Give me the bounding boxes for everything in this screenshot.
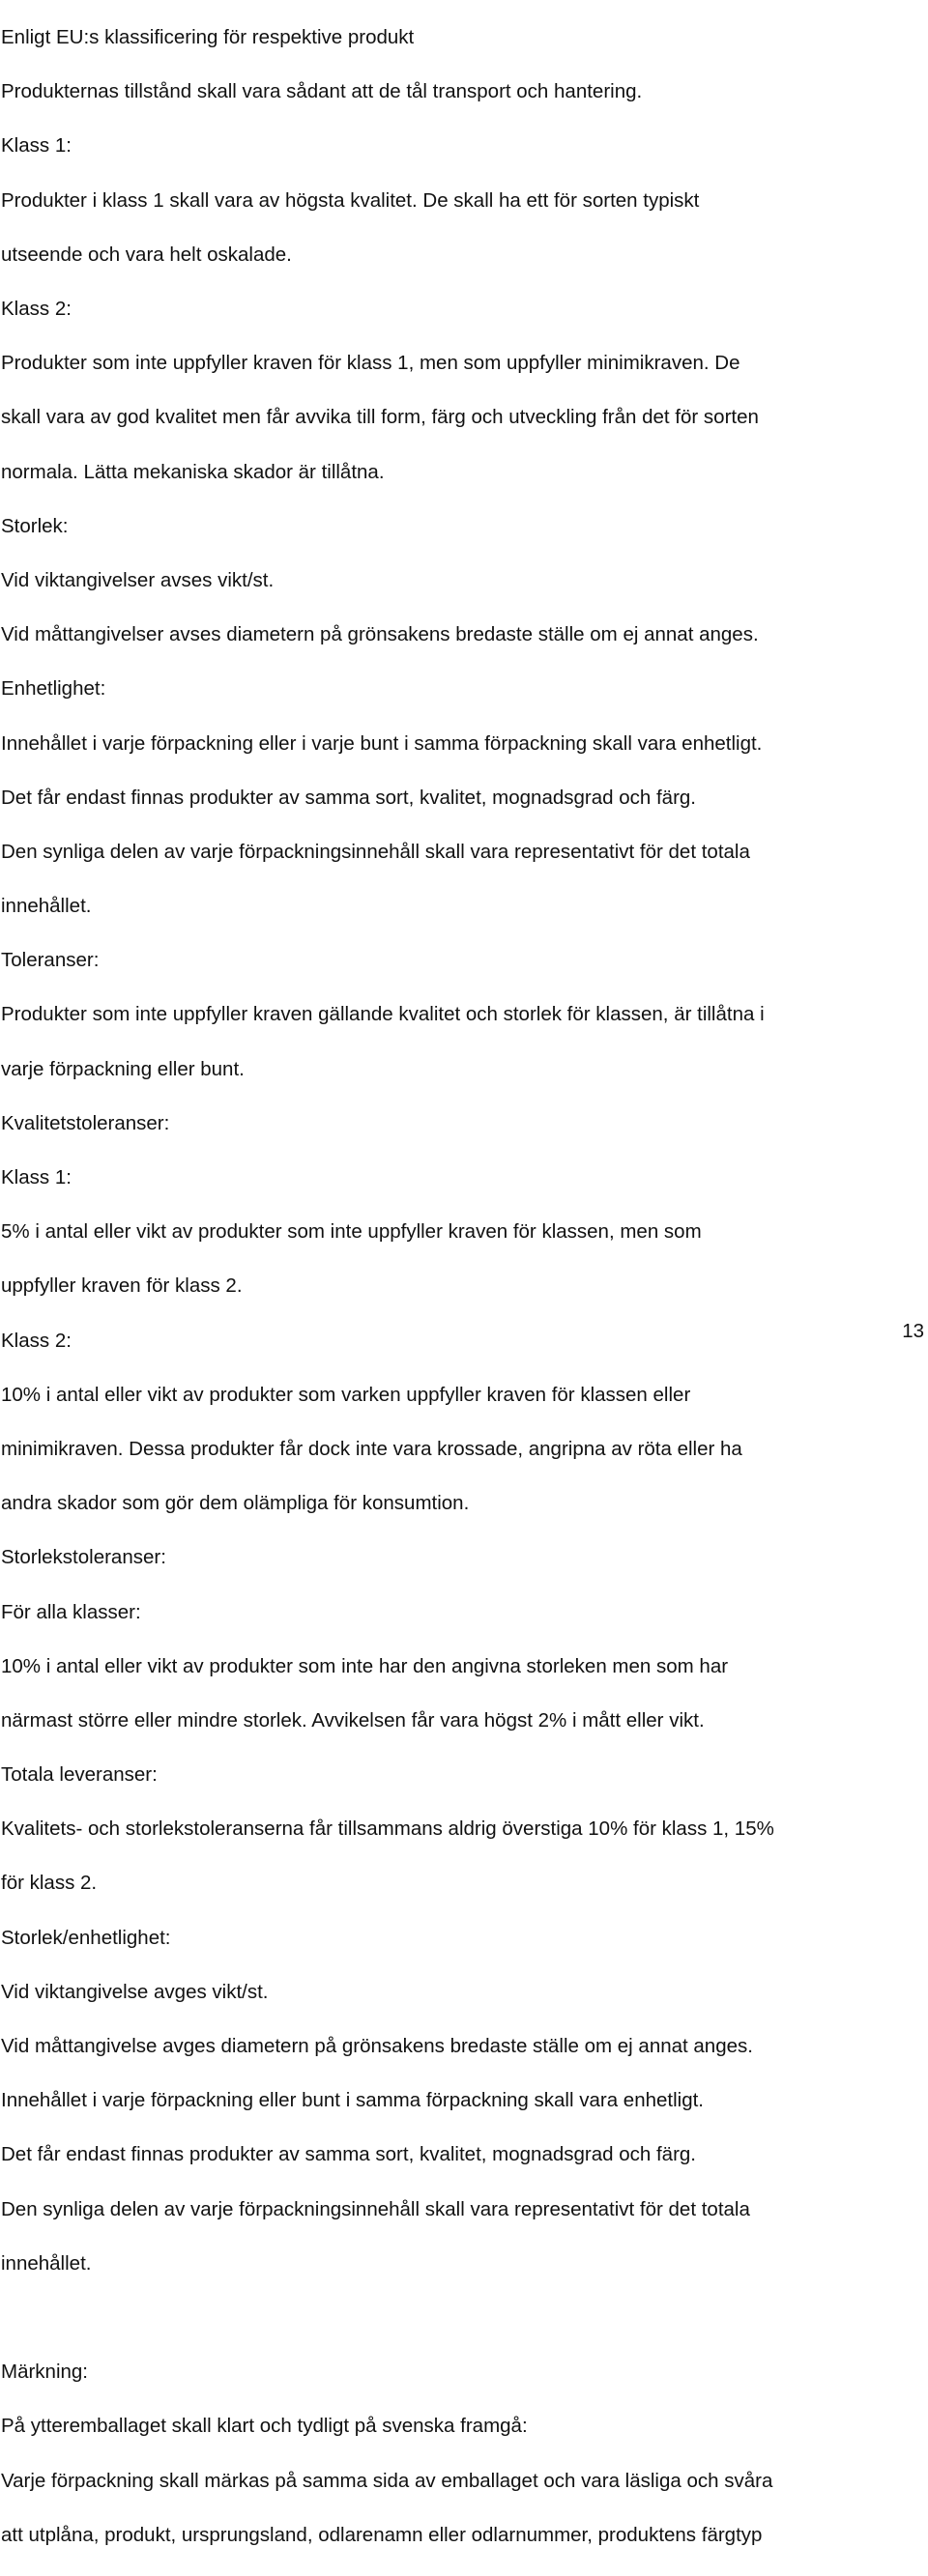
document-line-14: Innehållet i varje förpackning eller i varje bunt i samma förpackning skall vara enhetligt.	[1, 731, 763, 755]
document-line-7: Produkter som inte uppfyller kraven för klass 1, men som uppfyller minimikraven. De	[1, 352, 740, 375]
document-line-23: 5% i antal eller vikt av produkter som inte uppfyller kraven för klassen, men som	[1, 1220, 702, 1244]
document-line-33: Totala leveranser:	[1, 1763, 158, 1787]
document-line-19: Produkter som inte uppfyller kraven gällande kvalitet och storlek för klassen, är tillåtna i	[1, 1003, 765, 1026]
document-line-30: För alla klasser:	[1, 1600, 141, 1623]
document-line-41: Den synliga delen av varje förpackningsinnehåll skall vara representativt för det totala	[1, 2197, 750, 2220]
document-line-42: innehållet.	[1, 2251, 92, 2275]
document-line-10: Storlek:	[1, 514, 69, 537]
document-line-4: Produkter i klass 1 skall vara av högsta kvalitet. De skall ha ett för sorten typiskt	[1, 188, 700, 212]
document-line-16: Den synliga delen av varje förpackningsinnehåll skall vara representativt för det totala	[1, 840, 750, 863]
document-line-37: Vid viktangivelse avges vikt/st.	[1, 1980, 269, 2003]
page-number: 13	[902, 1320, 924, 1342]
document-line-5: utseende och vara helt oskalade.	[1, 243, 292, 266]
document-line-13: Enhetlighet:	[1, 677, 106, 701]
document-line-40: Det får endast finnas produkter av samma sort, kvalitet, mognadsgrad och färg.	[1, 2143, 696, 2166]
document-line-18: Toleranser:	[1, 949, 100, 972]
document-line-8: skall vara av god kvalitet men får avvika till form, färg och utveckling från det för sorten	[1, 406, 759, 429]
document-line-26: 10% i antal eller vikt av produkter som varken uppfyller kraven för klassen eller	[1, 1383, 691, 1406]
document-line-46: Varje förpackning skall märkas på samma sida av emballaget och vara läsliga och svåra	[1, 2469, 773, 2492]
document-line-21: Kvalitetstoleranser:	[1, 1111, 170, 1134]
document-line-9: normala. Lätta mekaniska skador är tillåtna.	[1, 460, 385, 483]
document-line-24: uppfyller kraven för klass 2.	[1, 1274, 243, 1298]
document-line-34: Kvalitets- och storlekstoleranserna får tillsammans aldrig överstiga 10% för klass 1, 15%	[1, 1818, 774, 1841]
document-line-36: Storlek/enhetlighet:	[1, 1926, 171, 1949]
document-line-15: Det får endast finnas produkter av samma sort, kvalitet, mognadsgrad och färg.	[1, 786, 696, 809]
document-line-11: Vid viktangivelser avses vikt/st.	[1, 568, 275, 591]
document-line-22: Klass 1:	[1, 1166, 72, 1189]
document-line-25: Klass 2:	[1, 1329, 72, 1352]
document-line-20: varje förpackning eller bunt.	[1, 1057, 245, 1080]
document-line-44: Märkning:	[1, 2361, 89, 2384]
document-line-3: Klass 1:	[1, 134, 72, 157]
document-line-47: att utplåna, produkt, ursprungsland, odlarenamn eller odlarnummer, produktens färgtyp	[1, 2523, 763, 2546]
document-line-6: Klass 2:	[1, 298, 72, 321]
document-line-12: Vid måttangivelser avses diametern på grönsakens bredaste ställe om ej annat anges.	[1, 623, 759, 646]
document-line-35: för klass 2.	[1, 1872, 98, 1895]
document-line-31: 10% i antal eller vikt av produkter som inte har den angivna storleken men som har	[1, 1654, 729, 1677]
document-line-1: Enligt EU:s klassificering för respektive produkt	[1, 26, 415, 49]
document-content	[1, 0, 925, 2576]
blank-line	[1, 2304, 925, 2332]
document-line-39: Innehållet i varje förpackning eller bunt i samma förpackning skall vara enhetligt.	[1, 2089, 704, 2112]
document-line-29: Storlekstoleranser:	[1, 1546, 166, 1569]
document-line-38: Vid måttangivelse avges diametern på grönsakens bredaste ställe om ej annat anges.	[1, 2035, 753, 2058]
document-line-17: innehållet.	[1, 895, 92, 918]
document-line-45: På ytteremballaget skall klart och tydligt på svenska framgå:	[1, 2415, 528, 2438]
document-line-27: minimikraven. Dessa produkter får dock inte vara krossade, angripna av röta eller ha	[1, 1437, 742, 1460]
document-line-28: andra skador som gör dem olämpliga för konsumtion.	[1, 1492, 470, 1515]
document-line-32: närmast större eller mindre storlek. Avvikelsen får vara högst 2% i mått eller vikt.	[1, 1708, 705, 1732]
document-line-2: Produkternas tillstånd skall vara sådant att de tål transport och hantering.	[1, 80, 643, 103]
